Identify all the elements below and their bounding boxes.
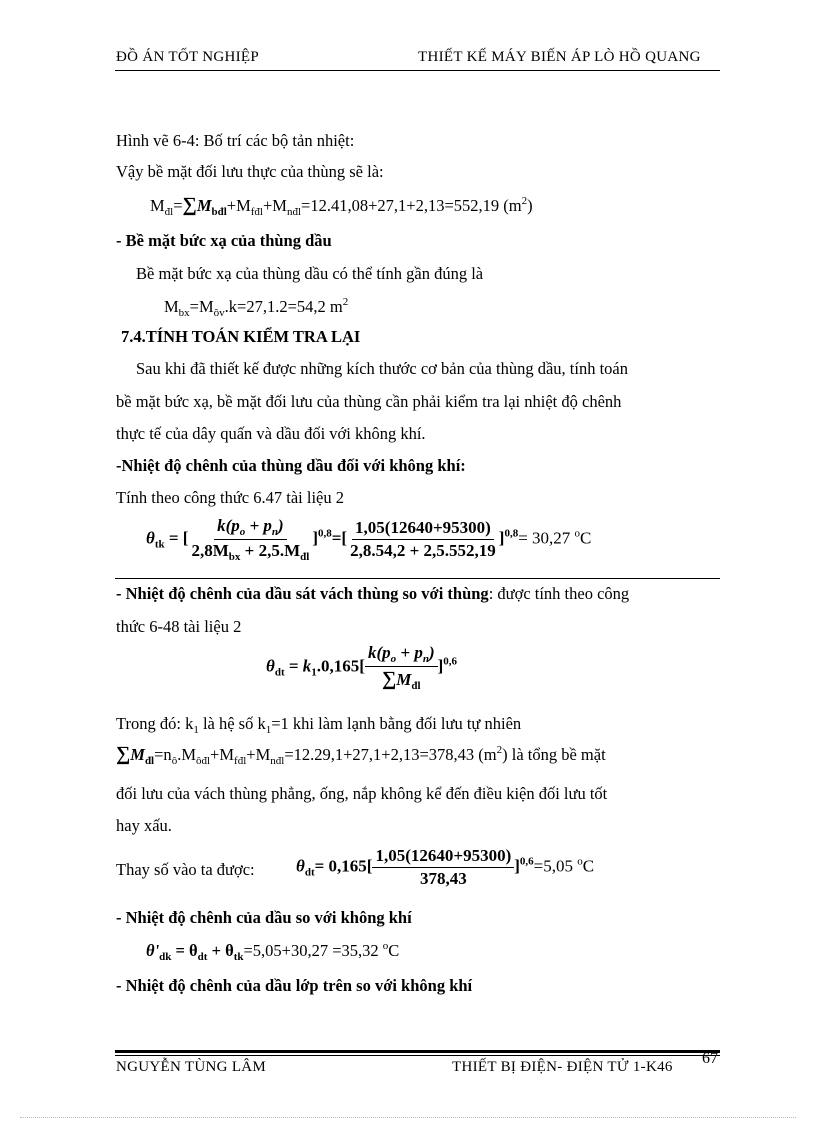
equation-theta-dt: $\theta_{dt} = k_1.0,165$[ $\frac{k(p_o + p_n)}{\sum M_{đl}}$ ]$^{0,6}$ [266,643,458,692]
footer-rule-thick [115,1050,720,1053]
formula-m-dl: $M_{đl}=\sum M_{bđl}+M_{fđl}+M_{nđl}=12.41,08+27,1+2,13=552,19$ $(m^2)$ [150,194,533,218]
page-number: 67 [702,1050,718,1067]
header-left: ĐỒ ÁN TỐT NGHIỆP [116,49,259,65]
subheading-top-oil-air: - Nhiệt độ chênh của dầu lớp trên so với không khí [116,976,473,995]
page-edge-dots [20,1117,796,1118]
figure-caption: Hình vẽ 6-4: Bố trí các bộ tản nhiệt: [116,131,355,150]
footer-author: NGUYỄN TÙNG LÂM [116,1059,267,1075]
body-line: Bề mặt bức xạ của thùng dầu có thể tính gần đúng là [136,264,484,283]
formula-m-bx: $M_{bx}=M_{ôv}.k=27,1.2=54,2$ $m^2$ [164,296,349,319]
header-rule [115,70,720,71]
paragraph-line: thực tế của dây quấn và dầu đối với không khí. [116,424,426,443]
paragraph-line: hay xấu. [116,816,172,835]
formula-sum-m-dl: $\sum M_{đl}=n_ô.M_{ôđl}+M_{fđl}+M_{nđl}=12.29,1+27,1+2,13=378,43$ $(m^2)$ là tổng bề mặt [116,743,606,767]
equation-theta-tk: $\theta_{tk}$ = [ $\frac{k(p_o + p_n)}{2,8M_{bx} + 2,5.M_{đl}}$ ]$^{0,8}$=[ $\frac{1,05(12640+95300)}{2,8.54,2 + 2,5.552,19}$ ]$^{0,8}$= 30,27 $^o$C [146,516,592,563]
subheading-oil-wall: - Nhiệt độ chênh của dầu sát vách thùng so với thùng: được tính theo công [116,584,630,603]
footer-rule-thin [115,1055,720,1056]
sum-symbol: ∑ [182,194,197,216]
subheading-radiation: - Bề mặt bức xạ của thùng dầu [116,231,332,250]
formula-theta-sum: $\theta'_{dk} = \theta_{dt} + \theta_{tk}=5,05+30,27 =35,32$ $^o$C [146,940,400,963]
paragraph-line: Sau khi đã thiết kế được những kích thước cơ bản của thùng dầu, tính toán [136,359,628,378]
body-line: Tính theo công thức 6.47 tài liệu 2 [116,488,344,507]
paragraph-line: bề mặt bức xạ, bề mặt đối lưu của thùng cần phải kiểm tra lại nhiệt độ chênh [116,392,622,411]
section-heading: 7.4.TÍNH TOÁN KIỂM TRA LẠI [121,327,361,346]
footer-class: THIẾT BỊ ĐIỆN- ĐIỆN TỬ 1-K46 [452,1059,673,1075]
equation-rule [115,578,720,579]
paragraph-line: đối lưu của vách thùng phẳng, ống, nắp không kể đến điều kiện đối lưu tốt [116,784,608,803]
body-line: Vậy bề mặt đối lưu thực của thùng sẽ là: [116,162,384,181]
subheading-oil-air: - Nhiệt độ chênh của dầu so với không khí [116,908,412,927]
subheading-tank-air: -Nhiệt độ chênh của thùng dầu đối với không khí: [116,456,466,475]
body-line: thức 6-48 tài liệu 2 [116,617,242,636]
header-right: THIẾT KẾ MÁY BIẾN ÁP LÒ HỒ QUANG [418,49,701,65]
body-line: Trong đó: $k_1$ là hệ số $k_1=1$ khi làm lạnh bằng đối lưu tự nhiên [116,714,522,736]
equation-theta-dt-value: $\theta_{dt}= 0,165$[ $\frac{1,05(12640+95300)}{378,43}$ ]$^{0,6}$=5,05 $^o$C [296,846,595,888]
body-line: Thay số vào ta được: [116,860,255,879]
